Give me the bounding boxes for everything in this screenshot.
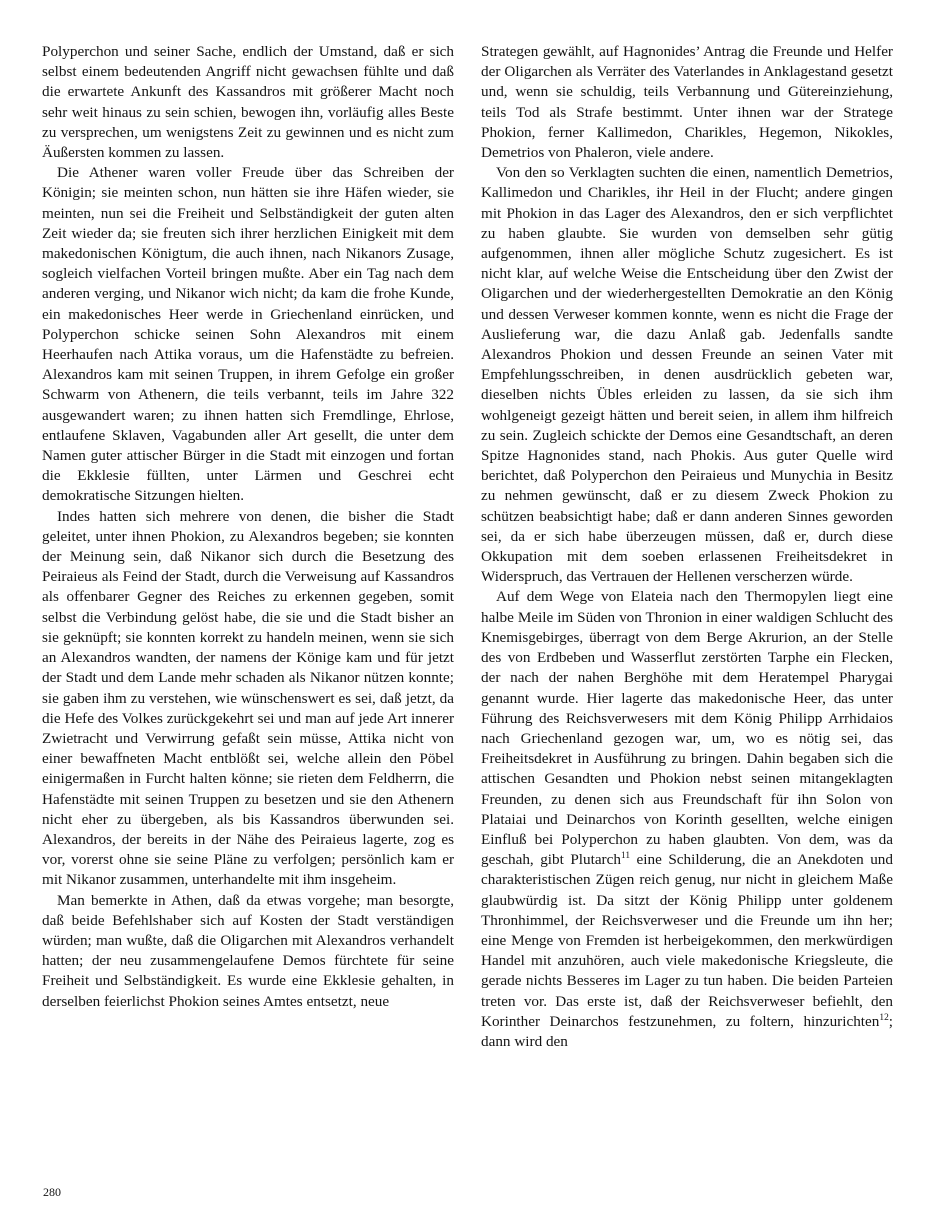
paragraph: Die Athener waren voller Freude über das Schreiben der Königin; sie meinten schon, nun hätten sie ihre Häfen wieder, sie meinten, nun sei die Freiheit und Selbständigkeit der guten alten Zeit wieder da; sie freuten sich ihrer herzlichen Einigkeit mit dem makedonischen Königtum, die auch ihnen, nach Nikanors Zusage, sogleich vielfachen Vorteil bringen mußte. Aber ein Tag nach dem anderen verging, und Nikanor wich nicht; da kam die frohe Kunde, ein makedonisches Heer werde in Griechenland einrücken, und Polyperchon schicke seinen Sohn Alexandros mit einem Heerhaufen nach Attika voraus, um die Hafenstädte zu befreien. Alexandros kam mit seinen Truppen, in ihrem Gefolge ein großer Schwarm von Athenern, die teils verbannt, teils im Jahre 322 ausgewandert waren; zu ihnen hatten sich Fremdlinge, Ehrlose, entlaufene Sklaven, Vagabunden aller Art gesellt, die unter dem Namen guter attischer Bürger in die Stadt mit einzogen und fortan die Ekklesie füllten, unter Lärmen und Geschrei echt demokratische Sitzungen hielten. bbox=[42, 164, 454, 505]
paragraph: Polyperchon und seiner Sache, endlich der Umstand, daß er sich selbst einem bedeutenden Angriff nicht gewachsen fühlte und daß die erwartete Ankunft des Kassandros mit größerer Macht noch sehr weit hinaus zu sein schien, bewogen ihn, vorläufig alles Beste zu versprechen, um wenigstens Zeit zu gewinnen und es nicht zum Äußersten kommen zu lassen. bbox=[42, 43, 454, 162]
paragraph: Auf dem Wege von Elateia nach den Thermopylen liegt eine halbe Meile im Süden von Thronion in einer waldigen Schlucht des Knemisgebirges, überragt von dem Berge Akrurion, an der Stelle des von Erdbeben und Wasserflut zerstörten Tarphe ein Flecken, der nach der nahen Berghöhe mit dem Heratempel Pharygai genannt wurde. Hier lagerte das makedonische Heer, das unter Führung des Reichsverwesers mit dem König Philipp Arrhidaios nach Griechenland gezogen war, um, wo es nötig sei, das Freiheitsdekret in Ausführung zu bringen. Dahin begaben sich die attischen Gesandten und Phokion nebst seinen mitangeklagten Freunden, zu denen sich aus Freundschaft für ihn Solon von Plataiai und Deinarchos von Korinth gesellten, welche einigen Einfluß bei Polyperchon zu haben glaubten. Von dem, was da geschah, gibt Plutarch$^{11}$ eine Schilderung, die an Anekdoten und charakteristischen Zügen reich genug, nur nicht in gleichem Maße glaubwürdig ist. Da sitzt der König Philipp unter goldenem Thronhimmel, der Reichsverweser und die Freunde um ihn her; eine Menge von Fremden ist herbeigekommen, den merkwürdigen Handel mit anzuhören, auch viele makedonische Kriegsleute, die gerade nichts Besseres im Lager zu tun haben. Die beiden Parteien treten vor. Das erste ist, daß der Reichsverweser befiehlt, den Korinther Deinarchos festzunehmen, zu foltern, hinzurichten$^{12}$; dann wird den bbox=[481, 588, 893, 1050]
paragraph: Strategen gewählt, auf Hagnonides’ Antrag die Freunde und Helfer der Oligarchen als Verräter des Vaterlandes in Anklagestand gesetzt und, wenn sie schuldig, teils Verbannung und Gütereinziehung, teils Tod als Strafe bestimmt. Unter ihnen war der Stratege Phokion, ferner Kallimedon, Charikles, Hegemon, Nikokles, Demetrios von Phaleron, viele andere. bbox=[481, 43, 893, 162]
text-column-left bbox=[42, 42, 454, 1052]
paragraph: Man bemerkte in Athen, daß da etwas vorgehe; man besorgte, daß beide Befehlshaber sich auf Kosten der Stadt verständigen würden; man wußte, daß die Oligarchen mit Alexandros verhandelt hatten; der neu zusammengelaufene Demos fürchtete für seine Freiheit und Selbständigkeit. Es wurde eine Ekklesie gehalten, in derselben feierlichst Phokion seines Amtes entsetzt, neue bbox=[42, 891, 454, 1010]
page-number: 280 bbox=[43, 1185, 61, 1199]
text-columns bbox=[42, 42, 893, 1052]
footnote-reference: 12 bbox=[879, 1012, 889, 1023]
footnote-reference: 11 bbox=[620, 851, 631, 862]
paragraph: Von den so Verklagten suchten die einen, namentlich Demetrios, Kallimedon und Charikles, ihr Heil in der Flucht; andere gingen mit Phokion in das Lager des Alexandros, den er sich verpflichtet zu haben glaubte. Sie wurden von demselben sehr gütig aufgenommen, ihnen aller mögliche Schutz zugesichert. Es ist nicht klar, auf welche Weise die Entscheidung über den Zwist der Oligarchen und der wiederhergestellten Demokratie an den König und dessen Verweser kommen konnte, wenn es nicht die Frage der Auslieferung war, die dazu Anlaß gab. Jedenfalls sandte Alexandros Phokion und dessen Freunde an seinen Vater mit Empfehlungsschreiben, in denen ausdrücklich gebeten war, dieselben nichts Übles erleiden zu lassen, da sie sich ihm wohlgeneigt gezeigt hätten und bereit seien, in allem ihm hilfreich zu sein. Zugleich schickte der Demos eine Gesandtschaft, an deren Spitze Hagnonides stand, nach Phokis. Aus guter Quelle wird berichtet, daß Polyperchon den Peiraieus und Munychia in Besitz zu nehmen gewünscht, daß er zu diesem Zweck Phokion zu schützen beabsichtigt habe; daß er dann anderen Sinnes geworden sei, da er sich habe überzeugen müssen, daß er, durch diese Okkupation mit dem soeben erlassenen Freiheitsdekret in Widerspruch, das Vertrauen der Hellenen verscherzen würde. bbox=[481, 164, 893, 586]
text-column-right bbox=[481, 42, 893, 1052]
paragraph: Indes hatten sich mehrere von denen, die bisher die Stadt geleitet, unter ihnen Phokion, zu Alexandros begeben; sie konnten der Meinung sein, daß Nikanor sich durch die Besetzung des Peiraieus als Feind der Stadt, durch die Verweisung auf Kassandros als offenbarer Gegner des Reiches zu erkennen gegeben, somit selbst die Verbindung gelöst habe, die sie und die Stadt bisher an sie geknüpft; sie konnten korrekt zu handeln meinen, wenn sie sich an Alexandros wandten, der namens der Könige kam und für jetzt der Stadt und dem Lande mehr schaden als Nikanor nützen konnte; sie gaben ihm zu verstehen, wie wünschenswert es sei, daß jetzt, da die Hefe des Volkes zurückgekehrt sei und man auf jede Art innerer Zwietracht und Verwirrung gefaßt sein müsse, Attika nicht von einer bewaffneten Macht entblößt sei, welche allein den Pöbel einigermaßen in Furcht halten könne; sie rieten dem Feldherrn, die Hafenstädte mit seinen Truppen zu besetzen und sie den Athenern nicht eher zu übergeben, als bis Kassandros überwunden sei. Alexandros, der bereits in der Nähe des Peiraieus lagerte, zog es vor, vorerst ohne sie seine Pläne zu verfolgen; persönlich kam er mit Nikanor zusammen, unterhandelte mit ihm insgeheim. bbox=[42, 507, 454, 889]
